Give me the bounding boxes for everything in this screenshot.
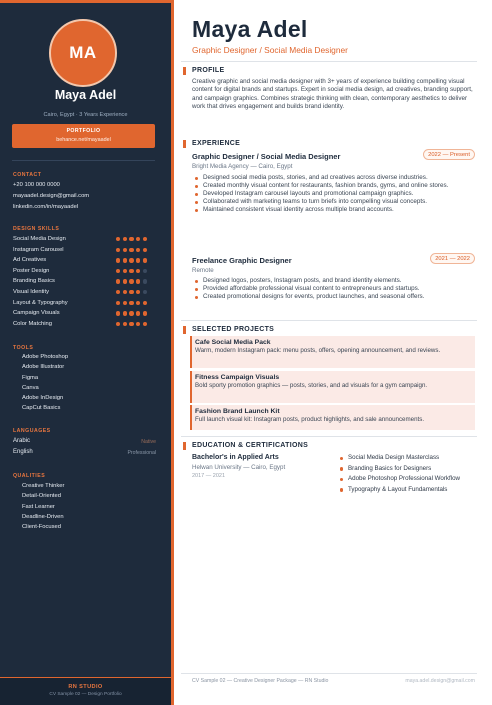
- sidebar-footer-title: RN STUDIO: [68, 684, 103, 690]
- skill-rating: [116, 301, 149, 307]
- rating-dot-icon: [123, 322, 127, 326]
- job-2-bullets: [192, 277, 474, 301]
- bullet-item: Developed Instagram carousel layouts and promotional campaign graphics.: [192, 190, 474, 198]
- rating-dot-icon: [116, 269, 120, 273]
- tool-item: Figma: [22, 374, 39, 381]
- skill-rating: [116, 322, 149, 328]
- rating-dot-icon: [136, 322, 140, 326]
- contact-heading: CONTACT: [13, 172, 42, 178]
- tools-heading: TOOLS: [13, 345, 34, 351]
- rating-dot-icon: [123, 258, 127, 262]
- skills-heading: DESIGN SKILLS: [13, 226, 60, 232]
- avatar: [49, 19, 117, 87]
- language-name: English: [13, 449, 33, 455]
- project-desc: Bold sporty promotion graphics — posts, stories, and ad visuals for a gym campaign.: [195, 382, 428, 389]
- sidebar-accent-bar: [0, 0, 171, 3]
- education-school: Helwan University — Cairo, Egypt: [192, 464, 286, 471]
- bullet-item: Created promotional designs for events, product launches, and seasonal offers.: [192, 293, 474, 301]
- skill-name: Ad Creatives: [13, 257, 47, 264]
- footer-note: CV Sample 02 — Creative Designer Package — RN Studio: [192, 678, 329, 684]
- quality-item: Creative Thinker: [22, 483, 65, 489]
- rating-dot-icon: [116, 311, 120, 315]
- skill-name: Social Media Design: [13, 236, 66, 242]
- education-degree: Bachelor's in Applied Arts: [192, 454, 279, 461]
- job-1-bullets: [192, 174, 474, 214]
- footer-email[interactable]: maya.adel.design@gmail.com: [405, 678, 475, 684]
- rating-dot-icon: [129, 279, 133, 283]
- section-divider: [181, 436, 477, 437]
- rating-dot-icon: [143, 248, 147, 252]
- job-title-line: Graphic Designer / Social Media Designer: [192, 45, 348, 55]
- skill-row: [13, 257, 156, 268]
- skill-row: [13, 236, 156, 247]
- skill-name: Instagram Carousel: [13, 246, 64, 253]
- skill-rating: [116, 269, 149, 275]
- contact-phone[interactable]: +20 100 000 0000: [13, 182, 60, 188]
- language-level: Native: [141, 438, 156, 445]
- skill-row: [13, 321, 156, 332]
- skill-name: Campaign Visuals: [13, 310, 60, 317]
- sidebar-divider: [12, 160, 155, 161]
- education-years: 2017 — 2021: [192, 473, 226, 479]
- skill-row: [13, 289, 156, 300]
- rating-dot-icon: [136, 279, 140, 283]
- skills-list: [13, 236, 156, 331]
- main-accent-line: [171, 0, 174, 705]
- skill-rating: [116, 279, 149, 285]
- skill-row: [13, 247, 156, 258]
- profile-text: Creative graphic and social media designer with 3+ years of experience building compelling visual content for digital brands and startups. Expert in social media design, ad creatives, branding support, and campaign graphics. Combines strategic thinking with clean, contemporary aesthetics to deliver work that drives engagement and builds brand identity.: [192, 78, 473, 111]
- languages-heading: LANGUAGES: [13, 428, 51, 434]
- portfolio-button[interactable]: [12, 124, 155, 148]
- rating-dot-icon: [129, 248, 133, 252]
- bullet-item: Designed social media posts, stories, and ad creatives across diverse industries.: [192, 174, 474, 182]
- rating-dot-icon: [136, 258, 140, 262]
- contact-email[interactable]: mayaadel.design@gmail.com: [13, 193, 90, 199]
- project-card: [190, 371, 475, 403]
- qualities-list: [13, 483, 156, 534]
- rating-dot-icon: [143, 290, 147, 294]
- certification-item: Typography & Layout Fundamentals: [339, 485, 489, 496]
- profile-heading: PROFILE: [183, 67, 224, 74]
- rating-dot-icon: [143, 301, 147, 305]
- rating-dot-icon: [116, 322, 120, 326]
- skill-rating: [116, 311, 149, 317]
- rating-dot-icon: [129, 322, 133, 326]
- rating-dot-icon: [116, 301, 120, 305]
- job-1-company: Bright Media Agency — Cairo, Egypt: [192, 163, 293, 170]
- bullet-item: Collaborated with marketing teams to turn briefs into compelling visual concepts.: [192, 198, 474, 206]
- rating-dot-icon: [143, 258, 147, 262]
- sidebar: [0, 0, 171, 705]
- rating-dot-icon: [143, 237, 147, 241]
- rating-dot-icon: [123, 301, 127, 305]
- rating-dot-icon: [123, 311, 127, 315]
- language-level: Professional: [127, 449, 156, 456]
- page-title: Maya Adel: [192, 16, 308, 42]
- rating-dot-icon: [129, 269, 133, 273]
- skill-rating: [116, 258, 149, 264]
- project-desc: Full launch visual kit: Instagram posts, product highlights, and sale announcements.: [195, 416, 425, 423]
- rating-dot-icon: [129, 311, 133, 315]
- language-row: [13, 438, 156, 449]
- rating-dot-icon: [123, 279, 127, 283]
- rating-dot-icon: [116, 290, 120, 294]
- rating-dot-icon: [116, 248, 120, 252]
- sidebar-name: Maya Adel: [54, 88, 117, 102]
- portfolio-title: PORTFOLIO: [66, 128, 101, 134]
- tool-item: Adobe Illustrator: [22, 364, 65, 371]
- bullet-item: Created monthly visual content for restaurants, fashion brands, gyms, and online stores.: [192, 182, 474, 190]
- languages-list: [13, 438, 156, 460]
- skill-row: [13, 268, 156, 279]
- rating-dot-icon: [143, 279, 147, 283]
- rating-dot-icon: [136, 269, 140, 273]
- sidebar-footer-sub: CV Sample 02 — Design Portfolio: [49, 692, 122, 697]
- quality-item: Fast Learner: [22, 503, 55, 510]
- rating-dot-icon: [116, 279, 120, 283]
- rating-dot-icon: [143, 311, 147, 315]
- job-2-company: Remote: [192, 267, 214, 274]
- project-desc: Warm, modern Instagram pack: menu posts, offers, opening announcement, and reviews.: [195, 347, 441, 354]
- tools-list: [13, 354, 156, 416]
- rating-dot-icon: [116, 258, 120, 262]
- section-divider: [181, 320, 477, 321]
- job-1-title: Graphic Designer / Social Media Designer: [192, 152, 341, 161]
- job-2-date-badge: 2021 — 2022: [430, 253, 475, 264]
- portfolio-link[interactable]: behance.net/mayaadel: [56, 137, 111, 143]
- rating-dot-icon: [136, 248, 140, 252]
- project-card: [190, 336, 475, 368]
- rating-dot-icon: [129, 237, 133, 241]
- skill-rating: [116, 248, 149, 254]
- contact-linkedin[interactable]: linkedin.com/in/mayaadel: [13, 204, 79, 210]
- project-title: Fitness Campaign Visuals: [195, 374, 280, 381]
- language-row: [13, 449, 156, 460]
- rating-dot-icon: [129, 258, 133, 262]
- rating-dot-icon: [123, 269, 127, 273]
- project-title: Fashion Brand Launch Kit: [195, 408, 280, 415]
- quality-item: Detail-Oriented: [22, 493, 61, 500]
- experience-heading: EXPERIENCE: [183, 140, 240, 147]
- projects-heading: SELECTED PROJECTS: [183, 326, 274, 333]
- skill-rating: [116, 237, 149, 243]
- rating-dot-icon: [123, 237, 127, 241]
- rating-dot-icon: [136, 237, 140, 241]
- certification-item: Branding Basics for Designers: [339, 464, 489, 475]
- skill-name: Poster Design: [13, 267, 50, 274]
- rating-dot-icon: [129, 290, 133, 294]
- job-2-title: Freelance Graphic Designer: [192, 256, 292, 265]
- skill-name: Branding Basics: [13, 278, 55, 285]
- tool-item: CapCut Basics: [22, 405, 61, 412]
- bullet-item: Maintained consistent visual identity across multiple brand accounts.: [192, 206, 474, 214]
- sidebar-footer: [0, 677, 171, 705]
- rating-dot-icon: [136, 311, 140, 315]
- sidebar-subtitle: Cairo, Egypt · 3 Years Experience: [43, 112, 128, 118]
- rating-dot-icon: [116, 237, 120, 241]
- skill-name: Color Matching: [13, 320, 52, 327]
- rating-dot-icon: [143, 269, 147, 273]
- skill-row: [13, 310, 156, 321]
- language-name: Arabic: [13, 438, 31, 444]
- tool-item: Canva: [22, 384, 39, 391]
- qualities-heading: QUALITIES: [13, 473, 46, 479]
- job-1-date-badge: 2022 — Present: [423, 149, 475, 160]
- skill-name: Layout & Typography: [13, 299, 68, 306]
- project-title: Cafe Social Media Pack: [195, 339, 271, 346]
- tool-item: Adobe Photoshop: [22, 354, 69, 360]
- rating-dot-icon: [136, 290, 140, 294]
- skill-row: [13, 278, 156, 289]
- rating-dot-icon: [129, 301, 133, 305]
- certifications-list: [339, 453, 489, 495]
- rating-dot-icon: [143, 322, 147, 326]
- bullet-item: Provided affordable professional visual content to entrepreneurs and startups.: [192, 285, 474, 293]
- quality-item: Deadline-Driven: [22, 513, 64, 520]
- education-heading: EDUCATION & CERTIFICATIONS: [183, 442, 308, 449]
- bullet-item: Designed logos, posters, Instagram posts, and brand identity elements.: [192, 277, 474, 285]
- skill-row: [13, 300, 156, 311]
- skill-name: Visual Identity: [13, 288, 49, 295]
- rating-dot-icon: [136, 301, 140, 305]
- avatar-initials: MA: [69, 43, 97, 62]
- certification-item: Adobe Photoshop Professional Workflow: [339, 474, 489, 485]
- project-card: [190, 405, 475, 430]
- rating-dot-icon: [123, 248, 127, 252]
- quality-item: Client-Focused: [22, 524, 61, 531]
- tool-item: Adobe InDesign: [22, 395, 64, 402]
- certification-item: Social Media Design Masterclass: [339, 453, 489, 464]
- rating-dot-icon: [123, 290, 127, 294]
- skill-rating: [116, 290, 149, 296]
- footer-divider: [181, 673, 477, 674]
- header-divider: [181, 61, 477, 62]
